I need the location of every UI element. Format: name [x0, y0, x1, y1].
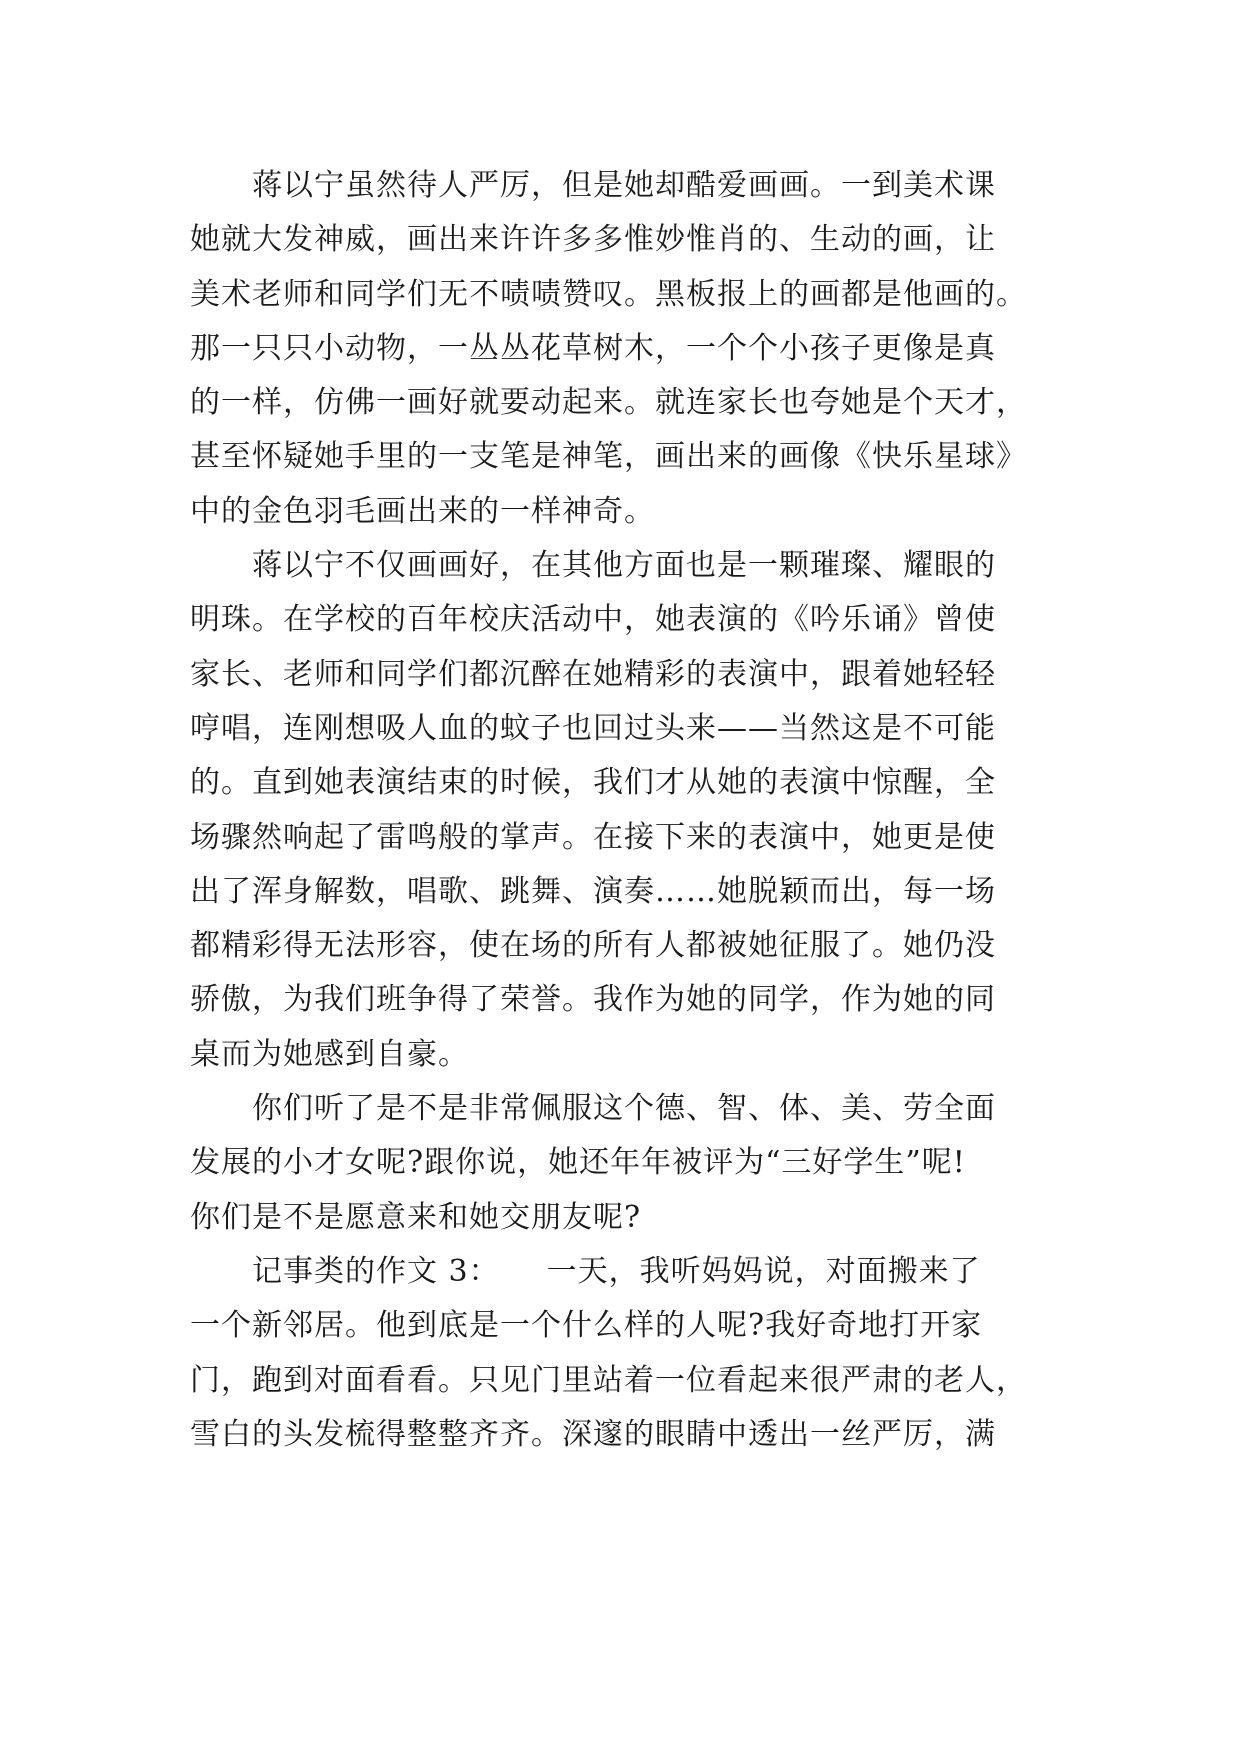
text-line: 蒋以宁不仅画画好，在其他方面也是一颗璀璨、耀眼的: [190, 548, 996, 584]
text-line: 的。直到她表演结束的时候，我们才从她的表演中惊醒，全: [190, 765, 996, 801]
paragraph-2: [190, 539, 1090, 1082]
text-line: 那一只只小动物，一丛丛花草树木，一个个小孩子更像是真: [190, 330, 996, 366]
text-line: 美术老师和同学们无不啧啧赞叹。黑板报上的画都是他画的。: [190, 276, 1027, 312]
text-line: 记事类的作文 3： 一天，我听妈妈说，对面搬来了: [190, 1253, 981, 1289]
text-line: 蒋以宁虽然待人严厉，但是她却酷爱画画。一到美术课: [190, 168, 996, 203]
text-line: 发展的小才女呢?跟你说，她还年年被评为“三好学生”呢!: [190, 1145, 966, 1181]
text-line: 明珠。在学校的百年校庆活动中，她表演的《吟乐诵》曾使: [190, 602, 996, 638]
text-line: 出了浑身解数，唱歌、跳舞、演奏……她脱颖而出，每一场: [190, 873, 996, 909]
paragraph-3: [190, 1082, 1090, 1245]
text-line: 骄傲，为我们班争得了荣誉。我作为她的同学，作为她的同: [190, 982, 996, 1018]
text-line: 你们听了是不是非常佩服这个德、智、体、美、劳全面: [190, 1091, 996, 1127]
text-line: 雪白的头发梳得整整齐齐。深邃的眼睛中透出一丝严厉，满: [190, 1416, 996, 1452]
text-line: 中的金色羽毛画出来的一样神奇。: [190, 493, 655, 529]
text-line: 的一样，仿佛一画好就要动起来。就连家长也夸她是个天才，: [190, 385, 1027, 421]
text-line: 桌而为她感到自豪。: [190, 1036, 469, 1072]
text-line: 你们是不是愿意来和她交朋友呢?: [190, 1199, 642, 1235]
text-line: 家长、老师和同学们都沉醉在她精彩的表演中，跟着她轻轻: [190, 656, 996, 692]
text-line: 甚至怀疑她手里的一支笔是神笔，画出来的画像《快乐星球》: [190, 439, 1027, 475]
body-text: [190, 159, 1090, 1462]
text-line: 哼唱，连刚想吸人血的蚊子也回过头来——当然这是不可能: [190, 710, 996, 746]
text-line: 都精彩得无法形容，使在场的所有人都被她征服了。她仍没: [190, 928, 996, 964]
text-line: 场骤然响起了雷鸣般的掌声。在接下来的表演中，她更是使: [190, 819, 996, 855]
paragraph-1: [190, 159, 1090, 539]
text-line: 她就大发神威，画出来许许多多惟妙惟肖的、生动的画，让: [190, 222, 996, 258]
paragraph-4: [190, 1245, 1090, 1462]
text-line: 门，跑到对面看看。只见门里站着一位看起来很严肃的老人，: [190, 1362, 1027, 1398]
text-line: 一个新邻居。他到底是一个什么样的人呢?我好奇地打开家: [190, 1308, 983, 1344]
